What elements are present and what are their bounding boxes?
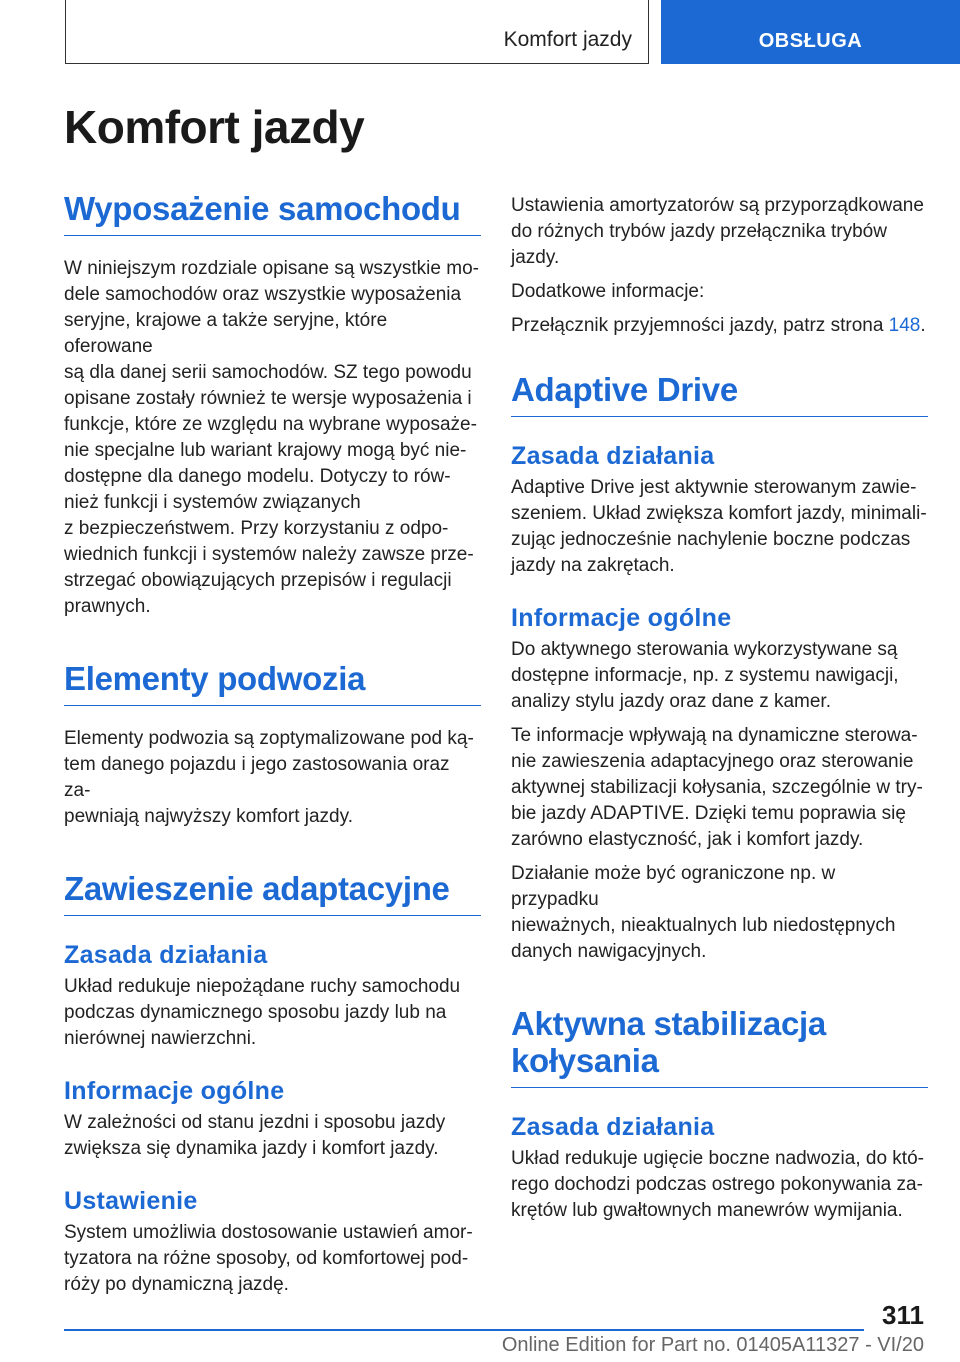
header-section-title: Komfort jazdy [503,28,632,51]
text-adaptive-info-3: Działanie może być ograniczone np. w przypadku nieważnych, nieaktualnych lub niedostępnych danych nawigacyjnych. [511,863,896,962]
footer-rule [64,1329,864,1331]
text-zawieszenie-info: W zależności od stanu jezdni i sposobu jazdy zwiększa się dynamika jazdy i komfort jazdy. [64,1112,446,1159]
reference-line [511,313,928,339]
text-adaptive-info-2: Te informacje wpływają na dynamiczne sterowa- nie zawieszenia adaptacyjnego oraz sterowanie aktywnej stabilizacji kołysania, szczególnie w try- bie jazdy ADAPTIVE. Dzięki temu poprawia się zarówno elastyczność, jak i komfort jazdy. [511,725,923,850]
heading-wyposazenie: Wyposażenie samochodu [64,190,481,236]
header-box [65,0,649,64]
header-tab-label: OBSŁUGA [758,30,863,52]
subheading-adaptive-zasada: Zasada działania [511,442,715,470]
left-column [64,190,481,1298]
text-stabilizacja-zasada: Układ redukuje ugięcie boczne nadwozia, do któ- rego dochodzi podczas ostrego pokonywania za- krętów lub gwałtownych manewrów wymijania. [511,1148,924,1221]
header-tab[interactable] [661,0,960,64]
subheading-adaptive-info: Informacje ogólne [511,604,732,632]
right-column [511,193,928,1224]
page-reference-link[interactable]: 148 [888,315,921,336]
text-elementy: Elementy podwozia są zoptymalizowane pod ką- tem danego pojazdu i jego zastosowania oraz za- pewniają najwyższy komfort jazdy. [64,728,474,827]
page-number: 311 [882,1300,924,1330]
text-wyposazenie: W niniejszym rozdziale opisane są wszystkie mo- dele samochodów oraz wszystkie wyposażenia seryjne, krajowe a także seryjne, które oferowane są dla danej serii samochodów. SZ tego powodu opisane zostały również te wersje wyposażenia i funkcje, które ze względu na wybrane wyposaże- nie specjalne lub wariant krajowy mogą być nie- dostępne dla danego modelu. Dotyczy to rów- nież funkcji i systemów związanych z bezpieczeństwem. Przy korzystaniu z odpo- wiednich funkcji i systemów należy zawsze prze- strzegać obowiązujących przepisów i regulacji prawnych. [64,258,479,617]
text-adaptive-info-1: Do aktywnego sterowania wykorzystywane są dostępne informacje, np. z systemu nawigacji, analizy stylu jazdy oraz dane z kamer. [511,639,899,712]
subheading-zawieszenie-info: Informacje ogólne [64,1077,285,1105]
text-adaptive-zasada: Adaptive Drive jest aktywnie sterowanym zawie- szeniem. Układ zwiększa komfort jazdy, minimali- zując jednocześnie nachylenie boczne podczas jazdy na zakrętach. [511,477,927,576]
heading-stabilizacja: Aktywna stabilizacja kołysania [511,1005,928,1088]
page-title: Komfort jazdy [64,101,365,153]
text-zawieszenie-ustawienie: System umożliwia dostosowanie ustawień amor- tyzatora na różne sposoby, od komfortowej pod- róży po dynamiczną jazdę. [64,1222,473,1295]
reference-text: Przełącznik przyjemności jazdy, patrz strona [511,315,889,336]
subheading-zawieszenie-ustawienie: Ustawienie [64,1187,198,1215]
reference-end: . [920,315,926,336]
text-zawieszenie-zasada: Układ redukuje niepożądane ruchy samochodu podczas dynamicznego sposobu jazdy lub na nierównej nawierzchni. [64,976,461,1049]
subheading-zawieszenie-zasada: Zasada działania [64,941,268,969]
subheading-stabilizacja-zasada: Zasada działania [511,1113,715,1141]
heading-zawieszenie: Zawieszenie adaptacyjne [64,870,481,916]
footer-edition: Online Edition for Part no. 01405A11327 - VI/20 [501,1334,924,1356]
text-amortyzatory: Ustawienia amortyzatorów są przyporządkowane do różnych trybów jazdy przełącznika trybów jazdy. [511,195,924,268]
text-dodatkowe: Dodatkowe informacje: [511,281,705,302]
heading-adaptive-drive: Adaptive Drive [511,371,928,417]
heading-elementy: Elementy podwozia [64,660,481,706]
